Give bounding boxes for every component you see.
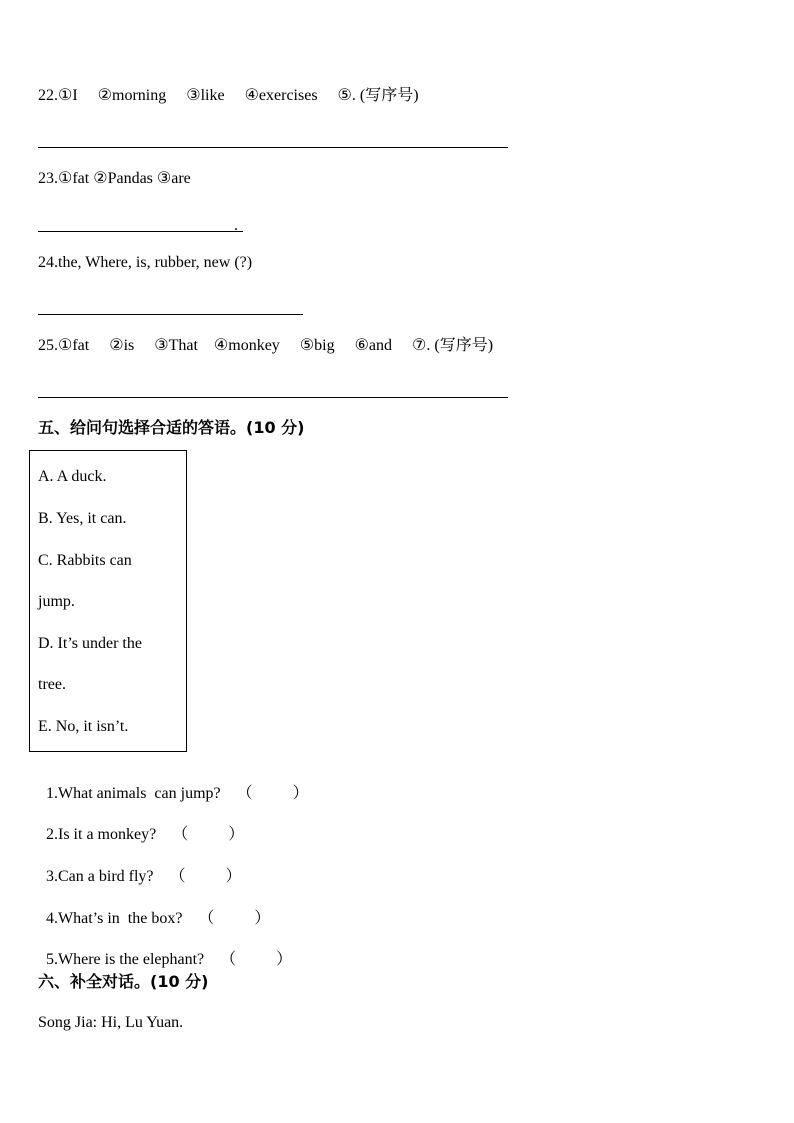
question-text: 1.What animals can jump?: [46, 785, 221, 802]
options-box: [29, 450, 187, 752]
question-text: 5.Where is the elephant?: [46, 951, 205, 968]
answer-paren[interactable]: （ ）: [169, 868, 242, 885]
question-text: 3.Can a bird fly?: [46, 868, 154, 885]
option-a: A. A duck.: [38, 468, 107, 485]
question-text: 4.What’s in the box?: [46, 910, 183, 927]
question-item: [38, 930, 292, 970]
question-item: [38, 847, 242, 887]
option-c: C. Rabbits can: [38, 552, 132, 569]
option-e: E. No, it isn’t.: [38, 718, 129, 735]
section-6-heading: 六、补全对话。(10 分): [38, 972, 209, 991]
question-24: 24.the, Where, is, rubber, new (?): [38, 254, 253, 271]
dialogue-line: Song Jia: Hi, Lu Yuan.: [38, 1014, 184, 1031]
option-c-continued: jump.: [38, 593, 75, 610]
option-d: D. It’s under the: [38, 635, 142, 652]
question-item: [38, 805, 244, 845]
answer-paren[interactable]: （ ）: [236, 785, 309, 802]
answer-paren[interactable]: （ ）: [198, 910, 271, 927]
answer-paren[interactable]: （ ）: [220, 951, 293, 968]
answer-23-period: .: [234, 217, 238, 234]
answer-line-23[interactable]: [38, 231, 243, 232]
option-b: B. Yes, it can.: [38, 510, 127, 527]
answer-line-25[interactable]: [38, 397, 508, 398]
answer-line-24[interactable]: [38, 314, 303, 315]
question-23: 23.①fat ②Pandas ③are: [38, 170, 191, 187]
question-text: 2.Is it a monkey?: [46, 826, 157, 843]
question-item: [38, 889, 270, 929]
question-22: 22.①I ②morning ③like ④exercises ⑤. (写序号): [38, 87, 419, 104]
answer-paren[interactable]: （ ）: [172, 826, 245, 843]
question-25: 25.①fat ②is ③That ④monkey ⑤big ⑥and ⑦. (写序号): [38, 337, 494, 354]
option-d-continued: tree.: [38, 676, 66, 693]
answer-line-22[interactable]: [38, 147, 508, 148]
question-item: [38, 764, 309, 804]
section-5-heading: 五、给问句选择合适的答语。(10 分): [38, 418, 305, 437]
